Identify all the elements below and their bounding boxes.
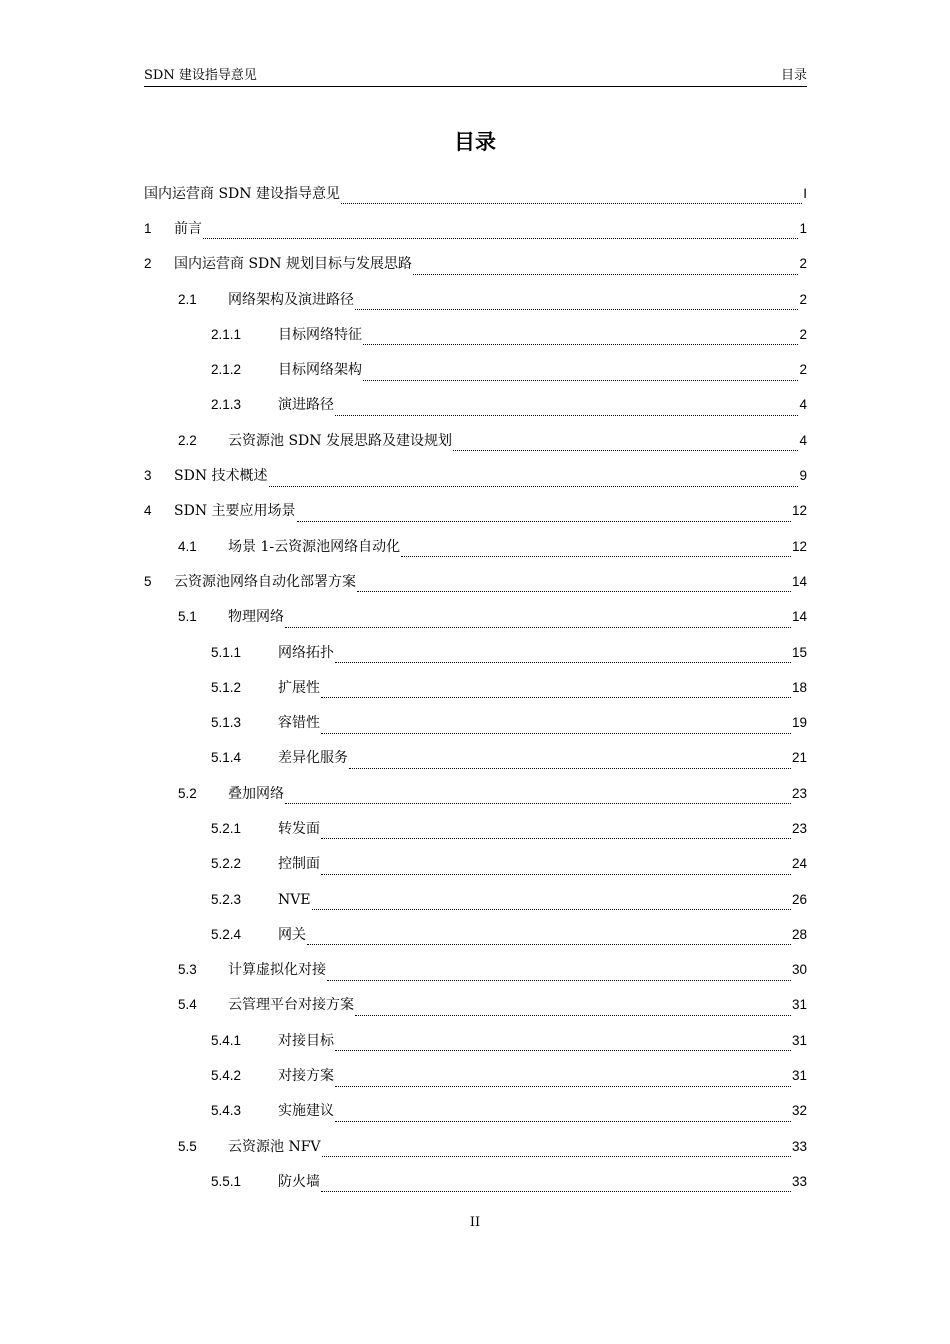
toc-entry-page: 4 bbox=[799, 432, 807, 448]
toc-entry-number: 3 bbox=[144, 468, 152, 484]
toc-dot-leader bbox=[322, 1142, 791, 1157]
toc-entry[interactable] bbox=[144, 953, 807, 988]
toc-entry[interactable] bbox=[144, 247, 807, 282]
toc-entry-number: 5.5.1 bbox=[211, 1173, 242, 1189]
toc-entry[interactable] bbox=[144, 317, 807, 352]
toc-dot-leader bbox=[321, 824, 791, 839]
toc-dot-leader bbox=[297, 507, 791, 522]
toc-entry-title: 网关 bbox=[278, 926, 306, 943]
toc-entry-page: 24 bbox=[791, 856, 807, 872]
toc-entry-page: 31 bbox=[791, 1068, 807, 1084]
toc-entry-title: 防火墙 bbox=[278, 1173, 320, 1190]
toc-entry-number: 5.2.2 bbox=[211, 856, 242, 872]
toc-entry-page: 33 bbox=[791, 1173, 807, 1189]
toc-dot-leader bbox=[321, 719, 791, 734]
toc-entry-page: 2 bbox=[799, 362, 807, 378]
toc-entry-page: 31 bbox=[791, 1032, 807, 1048]
toc-entry-number: 2.1.1 bbox=[211, 326, 242, 342]
toc-entry-page: 4 bbox=[799, 397, 807, 413]
toc-entry-page: 1 bbox=[799, 220, 807, 236]
toc-entry[interactable] bbox=[144, 458, 807, 493]
toc-entry-title: 国内运营商 SDN 规划目标与发展思路 bbox=[174, 256, 412, 273]
toc-entry-number: 5.1.1 bbox=[211, 644, 242, 660]
toc-dot-leader bbox=[355, 295, 798, 310]
toc-entry-number: 5.4.3 bbox=[211, 1103, 242, 1119]
toc-entry[interactable] bbox=[144, 917, 807, 952]
toc-dot-leader bbox=[357, 577, 791, 592]
toc-entry[interactable] bbox=[144, 1058, 807, 1093]
toc-entry[interactable] bbox=[144, 635, 807, 670]
toc-dot-leader bbox=[335, 1036, 791, 1051]
toc-entry[interactable] bbox=[144, 388, 807, 423]
toc-dot-leader bbox=[285, 613, 791, 628]
toc-entry-number: 5.4.2 bbox=[211, 1068, 242, 1084]
toc-entry-title: 国内运营商 SDN 建设指导意见 bbox=[144, 185, 340, 202]
toc-dot-leader bbox=[349, 754, 791, 769]
toc-dot-leader bbox=[363, 330, 798, 345]
toc-entry-number: 5.1 bbox=[178, 609, 197, 625]
header-section-title: 目录 bbox=[780, 68, 807, 83]
toc-dot-leader bbox=[355, 1001, 791, 1016]
footer-page-number: II bbox=[469, 1215, 481, 1230]
toc-dot-leader bbox=[335, 648, 791, 663]
toc-entry[interactable] bbox=[144, 564, 807, 599]
toc-entry-page: 2 bbox=[799, 291, 807, 307]
toc-entry-page: 33 bbox=[791, 1138, 807, 1154]
toc-entry-number: 5.2.3 bbox=[211, 891, 242, 907]
toc-dot-leader bbox=[203, 224, 798, 239]
toc-entry-number: 5.1.2 bbox=[211, 679, 242, 695]
toc-entry-page: 26 bbox=[791, 891, 807, 907]
toc-entry-number: 5.1.4 bbox=[211, 750, 242, 766]
toc-entry-title: 前言 bbox=[174, 220, 202, 237]
toc-dot-leader bbox=[413, 260, 799, 275]
toc-entry-title: 网络架构及演进路径 bbox=[228, 291, 354, 308]
toc-dot-leader bbox=[321, 683, 791, 698]
toc-entry-title: 对接目标 bbox=[278, 1032, 334, 1049]
toc-entry-page: 14 bbox=[791, 609, 807, 625]
toc-dot-leader bbox=[312, 895, 791, 910]
toc-entry[interactable] bbox=[144, 882, 807, 917]
toc-entry-title: 转发面 bbox=[278, 820, 320, 837]
toc-entry[interactable] bbox=[144, 423, 807, 458]
toc-entry-number: 4 bbox=[144, 503, 152, 519]
toc-dot-leader bbox=[307, 930, 791, 945]
toc-entry[interactable] bbox=[144, 1023, 807, 1058]
toc-entry-page: 32 bbox=[791, 1103, 807, 1119]
toc-dot-leader bbox=[453, 436, 799, 451]
toc-entry-page: 14 bbox=[791, 573, 807, 589]
toc-entry-title: 差异化服务 bbox=[278, 750, 348, 767]
toc-entry-title: 云资源池 SDN 发展思路及建设规划 bbox=[228, 432, 452, 449]
toc-entry-number: 5.2.4 bbox=[211, 926, 242, 942]
toc-entry-number: 2.2 bbox=[178, 432, 197, 448]
toc-entry-number: 5.4.1 bbox=[211, 1032, 242, 1048]
toc-entry-title: 目标网络特征 bbox=[278, 326, 362, 343]
toc-entry[interactable] bbox=[144, 705, 807, 740]
toc-dot-leader bbox=[335, 401, 798, 416]
toc-entry-title: 物理网络 bbox=[228, 609, 284, 626]
toc-entry-title: SDN 主要应用场景 bbox=[174, 503, 296, 520]
toc-dot-leader bbox=[327, 966, 791, 981]
toc-entry[interactable] bbox=[144, 988, 807, 1023]
toc-entry-title: NVE bbox=[278, 891, 311, 908]
toc-entry-page: 30 bbox=[791, 962, 807, 978]
table-of-contents bbox=[144, 176, 807, 1200]
toc-entry-page: 12 bbox=[791, 503, 807, 519]
toc-entry-title: 云资源池 NFV bbox=[228, 1138, 321, 1155]
toc-entry[interactable] bbox=[144, 1094, 807, 1129]
toc-entry[interactable] bbox=[144, 1129, 807, 1164]
toc-dot-leader bbox=[401, 542, 791, 557]
toc-entry-title: SDN 技术概述 bbox=[174, 468, 268, 485]
toc-dot-leader bbox=[321, 860, 791, 875]
toc-entry[interactable] bbox=[144, 776, 807, 811]
toc-entry-title: 对接方案 bbox=[278, 1068, 334, 1085]
toc-entry-page: I bbox=[803, 185, 807, 201]
toc-entry-page: 19 bbox=[791, 715, 807, 731]
toc-entry-page: 12 bbox=[791, 538, 807, 554]
toc-entry-number: 2.1.3 bbox=[211, 397, 242, 413]
toc-entry-title: 网络拓扑 bbox=[278, 644, 334, 661]
toc-entry-title: 容错性 bbox=[278, 715, 320, 732]
toc-entry-title: 计算虚拟化对接 bbox=[228, 962, 326, 979]
toc-entry[interactable] bbox=[144, 741, 807, 776]
toc-entry-page: 28 bbox=[791, 926, 807, 942]
toc-entry[interactable] bbox=[144, 670, 807, 705]
toc-entry[interactable] bbox=[144, 282, 807, 317]
toc-dot-leader bbox=[321, 1177, 791, 1192]
toc-entry[interactable] bbox=[144, 1164, 807, 1199]
toc-entry-title: 场景 1-云资源池网络自动化 bbox=[228, 538, 401, 555]
toc-entry-page: 2 bbox=[799, 256, 807, 272]
toc-entry[interactable] bbox=[144, 176, 807, 211]
toc-dot-leader bbox=[335, 1107, 791, 1122]
toc-entry-title: 云管理平台对接方案 bbox=[228, 997, 354, 1014]
toc-dot-leader bbox=[285, 789, 791, 804]
toc-dot-leader bbox=[335, 1072, 791, 1087]
toc-entry-number: 1 bbox=[144, 220, 152, 236]
toc-dot-leader bbox=[363, 366, 798, 381]
toc-entry-page: 21 bbox=[791, 750, 807, 766]
toc-entry-title: 扩展性 bbox=[278, 679, 320, 696]
toc-entry[interactable] bbox=[144, 811, 807, 846]
page-header bbox=[144, 66, 807, 87]
toc-entry-title: 目标网络架构 bbox=[278, 362, 362, 379]
toc-entry-number: 5.4 bbox=[178, 997, 197, 1013]
toc-entry[interactable] bbox=[144, 494, 807, 529]
toc-entry-page: 15 bbox=[791, 644, 807, 660]
toc-entry-page: 23 bbox=[791, 785, 807, 801]
header-document-title: SDN 建设指导意见 bbox=[144, 68, 257, 83]
toc-entry-number: 5.1.3 bbox=[211, 715, 242, 731]
toc-entry-number: 2.1.2 bbox=[211, 362, 242, 378]
toc-entry-page: 2 bbox=[799, 326, 807, 342]
toc-entry-number: 5.3 bbox=[178, 962, 197, 978]
toc-entry-title: 控制面 bbox=[278, 856, 320, 873]
toc-entry-number: 5.2.1 bbox=[211, 820, 242, 836]
toc-dot-leader bbox=[269, 472, 799, 487]
toc-entry[interactable] bbox=[144, 600, 807, 635]
toc-entry-number: 2.1 bbox=[178, 291, 197, 307]
toc-entry[interactable] bbox=[144, 847, 807, 882]
toc-dot-leader bbox=[341, 189, 802, 204]
toc-entry[interactable] bbox=[144, 211, 807, 246]
toc-entry[interactable] bbox=[144, 529, 807, 564]
toc-entry-page: 23 bbox=[791, 820, 807, 836]
toc-entry-page: 31 bbox=[791, 997, 807, 1013]
page-title: 目录 bbox=[454, 130, 496, 154]
toc-entry-number: 4.1 bbox=[178, 538, 197, 554]
toc-entry-number: 5.2 bbox=[178, 785, 197, 801]
toc-entry-number: 2 bbox=[144, 256, 152, 272]
toc-entry-number: 5.5 bbox=[178, 1138, 197, 1154]
toc-entry-title: 演进路径 bbox=[278, 397, 334, 414]
toc-entry-page: 18 bbox=[791, 679, 807, 695]
toc-entry-page: 9 bbox=[799, 468, 807, 484]
toc-entry-title: 叠加网络 bbox=[228, 785, 284, 802]
toc-entry-title: 实施建议 bbox=[278, 1103, 334, 1120]
toc-entry-number: 5 bbox=[144, 573, 152, 589]
toc-entry[interactable] bbox=[144, 352, 807, 387]
toc-entry-title: 云资源池网络自动化部署方案 bbox=[174, 573, 356, 590]
